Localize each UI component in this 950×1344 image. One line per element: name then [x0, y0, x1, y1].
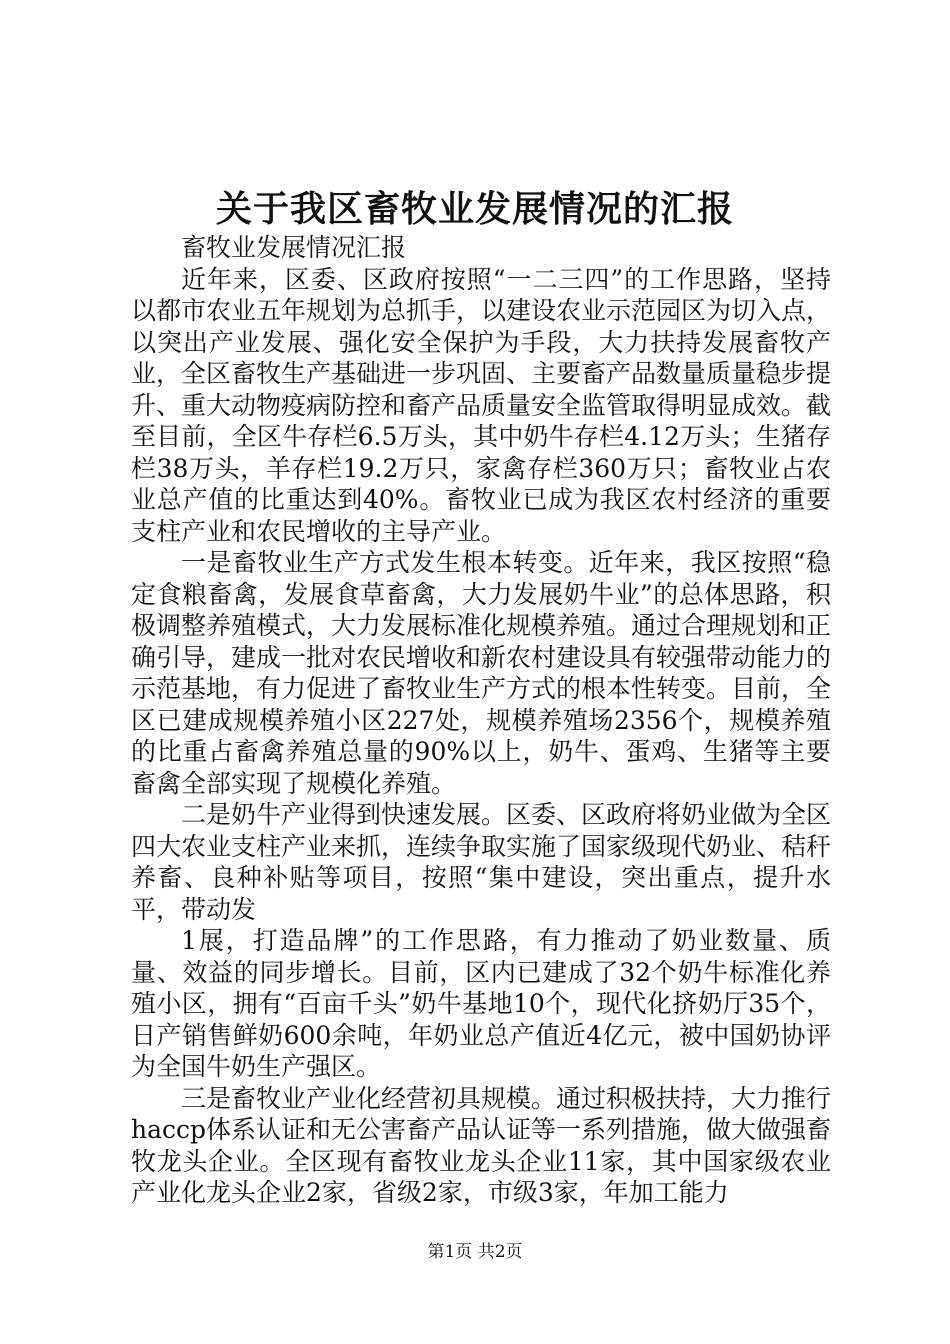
- page-number-footer: 第1页 共2页: [427, 1242, 523, 1262]
- paragraph-point-three: 三是畜牧业产业化经营初具规模。通过积极扶持，大力推行haccp体系认证和无公害畜产品认证等一系列措施，做大做强畜牧龙头企业。全区现有畜牧业龙头企业11家，其中国家级农业产业化龙头企业2家，省级2家，市级3家，年加工能力: [131, 1083, 832, 1207]
- paragraph-subtitle: 畜牧业发展情况汇报: [181, 233, 407, 262]
- document-body: [131, 232, 831, 1209]
- document-title: 关于我区畜牧业发展情况的汇报: [215, 188, 734, 230]
- paragraph-point-two-continued: 1展，打造品牌”的工作思路，有力推动了奶业数量、质量、效益的同步增长。目前，区内已建成了32个奶牛标准化养殖小区，拥有“百亩千头”奶牛基地10个，现代化挤奶厅35个，日产销售鲜奶600余吨，年奶业总产值近4亿元，被中国奶协评为全国牛奶生产强区。: [131, 926, 831, 1081]
- paragraph-intro: 近年来，区委、区政府按照“一二三四”的工作思路，坚持以都市农业五年规划为总抓手，以建设农业示范园区为切入点，以突出产业发展、强化安全保护为手段，大力扶持发展畜牧产业，全区畜牧生产基础进一步巩固、主要畜产品数量质量稳步提升、重大动物疫病防控和畜产品质量安全监管取得明显成效。截至目前，全区牛存栏6.5万头，其中奶牛存栏4.12万头；生猪存栏38万头，羊存栏19.2万只，家禽存栏360万只；畜牧业占农业总产值的比重达到40%。畜牧业已成为我区农村经济的重要支柱产业和农民增收的主导产业。: [131, 264, 832, 546]
- paragraph-point-two: 二是奶牛产业得到快速发展。区委、区政府将奶业做为全区四大农业支柱产业来抓，连续争取实施了国家级现代奶业、秸秆养畜、良种补贴等项目，按照“集中建设，突出重点，提升水平，带动发: [131, 800, 832, 924]
- paragraph-point-one: 一是畜牧业生产方式发生根本转变。近年来，我区按照“稳定食粮畜禽，发展食草畜禽，大力发展奶牛业”的总体思路，积极调整养殖模式，大力发展标准化规模养殖。通过合理规划和正确引导，建成一批对农民增收和新农村建设具有较强带动能力的示范基地，有力促进了畜牧业生产方式的根本性转变。目前，全区已建成规模养殖小区227处，规模养殖场2356个，规模养殖的比重占畜禽养殖总量的90%以上，奶牛、蛋鸡、生猪等主要畜禽全部实现了规模化养殖。: [131, 548, 832, 798]
